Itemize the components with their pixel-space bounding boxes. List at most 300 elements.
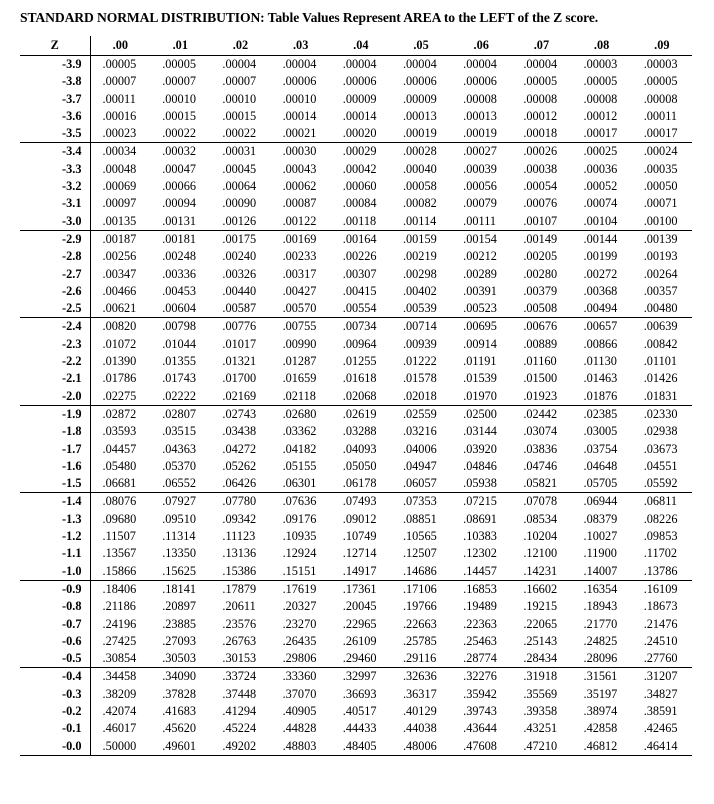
header-col: .01	[150, 36, 210, 56]
z-table	[20, 36, 692, 756]
area-cell: .46017	[102, 721, 137, 736]
area-cell: .00028	[402, 144, 437, 159]
area-cell: .18943	[583, 599, 618, 614]
area-cell: .15151	[271, 563, 331, 581]
area-cell: .01191	[463, 354, 497, 369]
area-cell: .19766	[402, 599, 437, 614]
area-cell: .00357	[643, 283, 678, 298]
area-cell: .11702	[643, 546, 678, 561]
area-cell: .00714	[402, 319, 437, 334]
area-cell: .00480	[632, 300, 692, 318]
area-cell: .07636	[282, 494, 317, 509]
area-cell: .00240	[222, 249, 257, 264]
table-row	[20, 633, 692, 650]
area-cell: .03144	[463, 424, 497, 439]
area-cell: .00012	[523, 108, 558, 123]
table-row	[20, 563, 692, 581]
area-cell: .11123	[222, 529, 256, 544]
z-value: -2.5	[20, 300, 90, 318]
area-cell: .00289	[463, 266, 497, 281]
header-row	[20, 36, 692, 56]
area-cell: .18406	[102, 581, 137, 596]
area-cell: .37828	[162, 686, 197, 701]
area-cell: .02330	[643, 406, 678, 421]
area-cell: .00326	[222, 266, 257, 281]
z-value: -3.6	[20, 108, 90, 125]
area-cell: .49202	[210, 738, 270, 756]
area-cell: .17879	[222, 581, 257, 596]
area-cell: .00199	[583, 249, 618, 264]
table-row	[20, 213, 692, 231]
area-cell: .19489	[463, 599, 497, 614]
z-value: -0.5	[20, 650, 90, 668]
table-row	[20, 161, 692, 178]
area-cell: .41294	[222, 703, 257, 718]
z-value: -3.8	[20, 73, 90, 90]
area-cell: .10935	[282, 529, 317, 544]
area-cell: .07078	[523, 494, 558, 509]
area-cell: .00368	[583, 283, 618, 298]
area-cell: .04648	[583, 458, 618, 473]
area-cell: .01876	[572, 388, 632, 406]
area-cell: .00122	[271, 213, 331, 231]
z-value: -3.2	[20, 178, 90, 195]
area-cell: .03673	[643, 441, 678, 456]
area-cell: .00570	[271, 300, 331, 318]
table-row	[20, 353, 692, 370]
area-cell: .00082	[402, 196, 437, 211]
area-cell: .04272	[222, 441, 257, 456]
area-cell: .00006	[463, 74, 497, 89]
area-cell: .01500	[523, 371, 558, 386]
area-cell: .29116	[391, 650, 451, 668]
area-cell: .00336	[162, 266, 197, 281]
area-cell: .00008	[463, 91, 497, 106]
area-cell: .02169	[210, 388, 270, 406]
area-cell: .00280	[523, 266, 558, 281]
area-cell: .04846	[463, 458, 497, 473]
area-cell: .03593	[102, 424, 137, 439]
z-value: -0.1	[20, 720, 90, 737]
area-cell: .01923	[511, 388, 571, 406]
header-col: .08	[572, 36, 632, 56]
area-cell: .02680	[282, 406, 317, 421]
area-cell: .05705	[572, 475, 632, 493]
area-cell: .36317	[402, 686, 437, 701]
area-cell: .32997	[342, 669, 377, 684]
area-cell: .00181	[162, 231, 197, 246]
z-value: -1.4	[20, 493, 90, 511]
area-cell: .42074	[102, 703, 137, 718]
area-cell: .06552	[150, 475, 210, 493]
area-cell: .00347	[102, 266, 137, 281]
area-cell: .39743	[463, 703, 497, 718]
area-cell: .00005	[643, 74, 678, 89]
area-cell: .03920	[463, 441, 497, 456]
area-cell: .44433	[342, 721, 377, 736]
area-cell: .01539	[463, 371, 497, 386]
area-cell: .00052	[583, 179, 618, 194]
area-cell: .03438	[222, 424, 257, 439]
area-cell: .00776	[222, 319, 257, 334]
area-cell: .09176	[282, 511, 317, 526]
area-cell: .00064	[222, 179, 257, 194]
area-cell: .00248	[162, 249, 197, 264]
area-cell: .00038	[523, 161, 558, 176]
table-row	[20, 73, 692, 90]
area-cell: .14007	[572, 563, 632, 581]
table-row	[20, 195, 692, 212]
area-cell: .00005	[162, 57, 197, 71]
area-cell: .00005	[523, 74, 558, 89]
area-cell: .31561	[583, 669, 618, 684]
area-cell: .00639	[643, 319, 678, 334]
area-cell: .15866	[90, 563, 150, 581]
area-cell: .00453	[162, 283, 197, 298]
area-cell: .00019	[391, 125, 451, 143]
header-col: .00	[90, 36, 150, 56]
area-cell: .00020	[331, 125, 391, 143]
table-row	[20, 248, 692, 265]
area-cell: .26763	[222, 633, 257, 648]
area-cell: .01743	[162, 371, 197, 386]
z-value: -2.2	[20, 353, 90, 370]
area-cell: .00027	[463, 144, 497, 159]
z-value: -0.8	[20, 598, 90, 615]
area-cell: .00047	[162, 161, 197, 176]
area-cell: .09853	[643, 529, 678, 544]
area-cell: .17106	[402, 581, 437, 596]
area-cell: .07927	[162, 494, 197, 509]
area-cell: .00154	[463, 231, 497, 246]
area-cell: .00298	[402, 266, 437, 281]
area-cell: .01578	[402, 371, 437, 386]
area-cell: .01390	[102, 354, 137, 369]
area-cell: .06681	[90, 475, 150, 493]
area-cell: .46414	[632, 738, 692, 756]
area-cell: .27425	[102, 633, 137, 648]
table-row	[20, 580, 692, 598]
area-cell: .00169	[282, 231, 317, 246]
area-cell: .00004	[402, 57, 437, 71]
area-cell: .25143	[523, 633, 558, 648]
table-row	[20, 493, 692, 511]
area-cell: .49601	[150, 738, 210, 756]
area-cell: .48405	[331, 738, 391, 756]
area-cell: .12100	[523, 546, 558, 561]
area-cell: .08851	[402, 511, 437, 526]
area-cell: .42858	[583, 721, 618, 736]
area-cell: .00014	[342, 108, 377, 123]
area-cell: .32636	[402, 669, 437, 684]
area-cell: .00131	[150, 213, 210, 231]
area-cell: .00015	[222, 108, 257, 123]
table-body	[20, 56, 692, 756]
area-cell: .00030	[282, 144, 317, 159]
area-cell: .12924	[282, 546, 317, 561]
area-cell: .22965	[342, 616, 377, 631]
z-value: -0.6	[20, 633, 90, 650]
area-cell: .01321	[222, 354, 257, 369]
z-value: -2.9	[20, 230, 90, 248]
area-cell: .00695	[463, 319, 497, 334]
table-title: STANDARD NORMAL DISTRIBUTION: Table Values Represent AREA to the LEFT of the Z score.	[20, 10, 599, 25]
area-cell: .00003	[643, 57, 678, 71]
area-cell: .05480	[102, 458, 137, 473]
area-cell: .01786	[102, 371, 137, 386]
table-row	[20, 616, 692, 633]
area-cell: .00539	[391, 300, 451, 318]
area-cell: .00012	[583, 108, 618, 123]
area-cell: .00008	[523, 91, 558, 106]
table-row	[20, 423, 692, 440]
z-value: -0.0	[20, 738, 90, 756]
area-cell: .26435	[282, 633, 317, 648]
z-value: -3.9	[20, 56, 90, 74]
area-cell: .45224	[222, 721, 257, 736]
area-cell: .00139	[643, 231, 678, 246]
area-cell: .25463	[463, 633, 497, 648]
area-cell: .09012	[342, 511, 377, 526]
area-cell: .47608	[451, 738, 511, 756]
area-cell: .43251	[523, 721, 558, 736]
area-cell: .00017	[632, 125, 692, 143]
area-cell: .02872	[102, 406, 137, 421]
header-col: .02	[210, 36, 270, 56]
area-cell: .09342	[222, 511, 257, 526]
area-cell: .45620	[162, 721, 197, 736]
area-cell: .00097	[102, 196, 137, 211]
area-cell: .00009	[342, 91, 377, 106]
area-cell: .31207	[643, 669, 678, 684]
area-cell: .00006	[342, 74, 377, 89]
area-cell: .00494	[572, 300, 632, 318]
header-col: .06	[451, 36, 511, 56]
area-cell: .07353	[402, 494, 437, 509]
area-cell: .00111	[451, 213, 511, 231]
table-row	[20, 738, 692, 756]
area-cell: .00066	[162, 179, 197, 194]
table-row	[20, 300, 692, 318]
area-cell: .22363	[463, 616, 497, 631]
area-cell: .10565	[402, 529, 437, 544]
area-cell: .00015	[162, 108, 197, 123]
area-cell: .26109	[342, 633, 377, 648]
area-cell: .01255	[342, 354, 377, 369]
area-cell: .06811	[643, 494, 678, 509]
area-cell: .00008	[643, 91, 678, 106]
area-cell: .08226	[643, 511, 678, 526]
area-cell: .24196	[102, 616, 137, 631]
z-value: -1.8	[20, 423, 90, 440]
table-row	[20, 720, 692, 737]
area-cell: .24510	[643, 633, 678, 648]
area-cell: .07493	[342, 494, 377, 509]
z-value: -2.0	[20, 388, 90, 406]
z-value: -0.3	[20, 686, 90, 703]
table-row	[20, 441, 692, 458]
area-cell: .13350	[162, 546, 197, 561]
area-cell: .00004	[342, 57, 377, 71]
table-row	[20, 283, 692, 300]
area-cell: .30153	[210, 650, 270, 668]
area-cell: .14457	[451, 563, 511, 581]
area-cell: .05938	[451, 475, 511, 493]
area-cell: .42465	[643, 721, 678, 736]
area-cell: .00021	[271, 125, 331, 143]
area-cell: .34458	[102, 669, 137, 684]
area-cell: .06178	[331, 475, 391, 493]
area-cell: .34827	[643, 686, 678, 701]
area-cell: .00076	[523, 196, 558, 211]
area-cell: .00084	[342, 196, 377, 211]
area-cell: .00058	[402, 179, 437, 194]
area-cell: .30854	[90, 650, 150, 668]
area-cell: .03288	[342, 424, 377, 439]
area-cell: .08076	[102, 494, 137, 509]
area-cell: .22065	[523, 616, 558, 631]
z-value: -1.1	[20, 545, 90, 562]
area-cell: .02385	[583, 406, 618, 421]
area-cell: .00440	[222, 283, 257, 298]
z-value: -0.2	[20, 703, 90, 720]
z-value: -3.7	[20, 91, 90, 108]
area-cell: .23885	[162, 616, 197, 631]
area-cell: .04457	[102, 441, 137, 456]
area-cell: .47210	[511, 738, 571, 756]
area-cell: .00604	[150, 300, 210, 318]
area-cell: .01044	[162, 336, 197, 351]
z-value: -2.3	[20, 336, 90, 353]
area-cell: .20045	[342, 599, 377, 614]
area-cell: .00014	[282, 108, 317, 123]
area-cell: .00866	[583, 336, 618, 351]
area-cell: .00104	[572, 213, 632, 231]
area-cell: .00212	[463, 249, 497, 264]
area-cell: .20897	[162, 599, 197, 614]
z-value: -2.1	[20, 370, 90, 387]
area-cell: .00071	[643, 196, 678, 211]
area-cell: .18141	[162, 581, 197, 596]
area-cell: .00010	[162, 91, 197, 106]
area-cell: .00159	[402, 231, 437, 246]
area-cell: .00205	[523, 249, 558, 264]
area-cell: .00402	[402, 283, 437, 298]
area-cell: .02743	[222, 406, 257, 421]
z-value: -1.3	[20, 511, 90, 528]
area-cell: .00034	[102, 144, 137, 159]
area-cell: .00011	[643, 108, 678, 123]
area-cell: .17619	[282, 581, 317, 596]
area-cell: .04182	[282, 441, 317, 456]
area-cell: .41683	[162, 703, 197, 718]
area-cell: .00889	[523, 336, 558, 351]
z-value: -0.4	[20, 668, 90, 686]
area-cell: .30503	[150, 650, 210, 668]
area-cell: .02275	[90, 388, 150, 406]
area-cell: .35197	[583, 686, 618, 701]
area-cell: .00126	[210, 213, 270, 231]
table-row	[20, 388, 692, 406]
area-cell: .01426	[643, 371, 678, 386]
table-row	[20, 405, 692, 423]
z-value: -3.4	[20, 143, 90, 161]
table-row	[20, 475, 692, 493]
area-cell: .04947	[402, 458, 437, 473]
z-value: -2.4	[20, 318, 90, 336]
area-cell: .00004	[523, 57, 558, 71]
area-cell: .09510	[162, 511, 197, 526]
area-cell: .16602	[523, 581, 558, 596]
area-cell: .00415	[342, 283, 377, 298]
area-cell: .00755	[282, 319, 317, 334]
area-cell: .33360	[282, 669, 317, 684]
area-cell: .04006	[402, 441, 437, 456]
area-cell: .31918	[523, 669, 558, 684]
table-row	[20, 370, 692, 387]
area-cell: .00004	[282, 57, 317, 71]
z-value: -0.7	[20, 616, 90, 633]
area-cell: .15386	[210, 563, 270, 581]
area-cell: .00024	[643, 144, 678, 159]
area-cell: .00100	[632, 213, 692, 231]
area-cell: .01160	[523, 354, 557, 369]
area-cell: .11900	[583, 546, 617, 561]
area-cell: .01355	[162, 354, 197, 369]
area-cell: .00676	[523, 319, 558, 334]
area-cell: .01130	[583, 354, 617, 369]
area-cell: .00017	[572, 125, 632, 143]
area-cell: .00018	[511, 125, 571, 143]
area-cell: .08534	[523, 511, 558, 526]
area-cell: .16354	[583, 581, 618, 596]
area-cell: .00035	[643, 161, 678, 176]
area-cell: .00013	[463, 108, 497, 123]
area-cell: .40517	[342, 703, 377, 718]
area-cell: .28774	[451, 650, 511, 668]
area-cell: .19215	[523, 599, 558, 614]
area-cell: .00842	[643, 336, 678, 351]
area-cell: .03362	[282, 424, 317, 439]
area-cell: .27093	[162, 633, 197, 648]
area-cell: .24825	[583, 633, 618, 648]
area-cell: .00118	[331, 213, 391, 231]
area-cell: .03074	[523, 424, 558, 439]
area-cell: .44038	[402, 721, 437, 736]
area-cell: .27760	[632, 650, 692, 668]
area-cell: .01101	[643, 354, 678, 369]
area-cell: .00031	[222, 144, 257, 159]
area-cell: .38209	[102, 686, 137, 701]
area-cell: .21476	[643, 616, 678, 631]
area-cell: .10749	[342, 529, 377, 544]
area-cell: .00005	[583, 74, 618, 89]
area-cell: .02118	[271, 388, 331, 406]
area-cell: .14917	[331, 563, 391, 581]
table-row	[20, 125, 692, 143]
area-cell: .10027	[583, 529, 618, 544]
area-cell: .00005	[102, 57, 137, 71]
area-cell: .00427	[282, 283, 317, 298]
area-cell: .00013	[402, 108, 437, 123]
area-cell: .01659	[282, 371, 317, 386]
area-cell: .21186	[102, 599, 136, 614]
table-row	[20, 650, 692, 668]
area-cell: .00734	[342, 319, 377, 334]
z-value: -1.9	[20, 405, 90, 423]
table-row	[20, 686, 692, 703]
table-row	[20, 545, 692, 562]
